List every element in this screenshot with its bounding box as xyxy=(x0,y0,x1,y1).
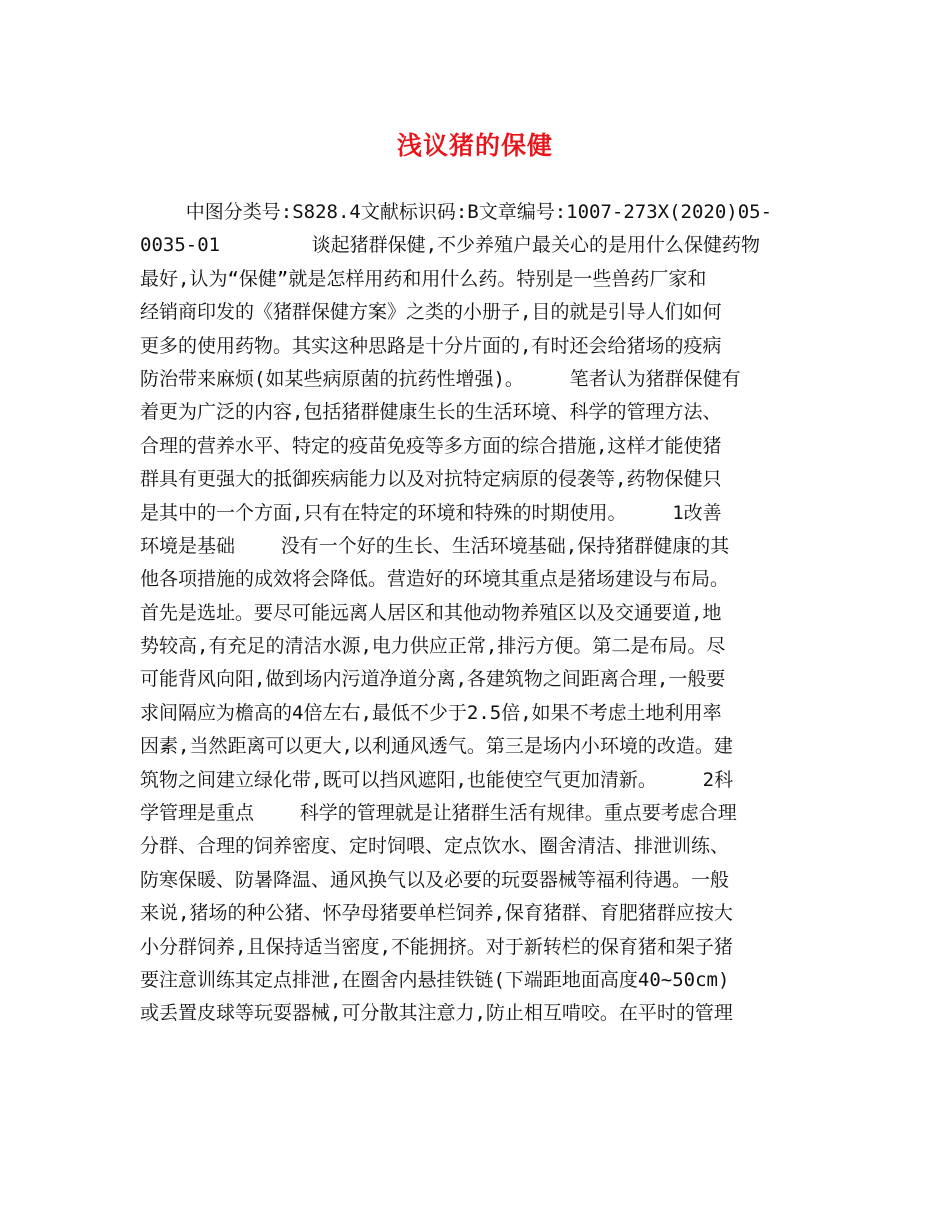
body-line: 势较高,有充足的清洁水源,电力供应正常,排污方便。第二是布局。尽 xyxy=(140,635,726,658)
body-line: 着更为广泛的内容,包括猪群健康生长的生活环境、科学的管理方法、 xyxy=(140,401,722,424)
body-line: 防治带来麻烦(如某些病原菌的抗药性增强)。 笔者认为猪群保健有 xyxy=(140,367,741,390)
body-line: 合理的营养水平、特定的疫苗免疫等多方面的综合措施,这样才能使猪 xyxy=(140,434,722,457)
body-line: 群具有更强大的抵御疾病能力以及对抗特定病原的侵袭等,药物保健只 xyxy=(140,468,722,491)
body-line: 最好,认为“保健”就是怎样用药和用什么药。特别是一些兽药厂家和 xyxy=(140,267,707,290)
document-body xyxy=(140,196,820,1031)
body-line: 或丢置皮球等玩耍器械,可分散其注意力,防止相互啃咬。在平时的管理 xyxy=(140,1002,733,1025)
body-line: 更多的使用药物。其实这种思路是十分片面的,有时还会给猪场的疫病 xyxy=(140,334,722,357)
body-line: 他各项措施的成效将会降低。营造好的环境其重点是猪场建设与布局。 xyxy=(140,568,730,591)
body-line: 可能背风向阳,做到场内污道净道分离,各建筑物之间距离合理,一般要 xyxy=(140,668,726,691)
body-line: 防寒保暖、防暑降温、通风换气以及必要的玩耍器械等福利待遇。一般 xyxy=(140,868,730,891)
body-line: 是其中的一个方面,只有在特定的环境和特殊的时期使用。 1改善 xyxy=(140,501,722,524)
body-line: 来说,猪场的种公猪、怀孕母猪要单栏饲养,保育猪群、育肥猪群应按大 xyxy=(140,902,733,925)
body-line: 首先是选址。要尽可能远离人居区和其他动物养殖区以及交通要道,地 xyxy=(140,601,722,624)
body-line: 学管理是重点 科学的管理就是让猪群生活有规律。重点要考虑合理 xyxy=(140,802,737,825)
body-line: 中图分类号:S828.4文献标识码:B文章编号:1007-273X(2020)05- xyxy=(140,201,773,223)
body-line: 0035-01 谈起猪群保健,不少养殖户最关心的是用什么保健药物 xyxy=(140,234,761,257)
body-line: 环境是基础 没有一个好的生长、生活环境基础,保持猪群健康的其 xyxy=(140,534,730,557)
body-line: 求间隔应为檐高的4倍左右,最低不少于2.5倍,如果不考虑土地利用率 xyxy=(140,701,722,724)
body-line: 因素,当然距离可以更大,以利通风透气。第三是场内小环境的改造。建 xyxy=(140,735,733,758)
body-line: 小分群饲养,且保持适当密度,不能拥挤。对于新转栏的保育猪和架子猪 xyxy=(140,935,733,958)
body-line: 筑物之间建立绿化带,既可以挡风遮阳,也能使空气更加清新。 2科 xyxy=(140,768,734,791)
document-title: 浅议猪的保健 xyxy=(396,131,553,160)
body-line: 要注意训练其定点排泄,在圈舍内悬挂铁链(下端距地面高度40~50cm) xyxy=(140,968,730,991)
body-line: 分群、合理的饲养密度、定时饲喂、定点饮水、圈舍清洁、排泄训练、 xyxy=(140,835,730,858)
body-line: 经销商印发的《猪群保健方案》之类的小册子,目的就是引导人们如何 xyxy=(140,301,722,324)
